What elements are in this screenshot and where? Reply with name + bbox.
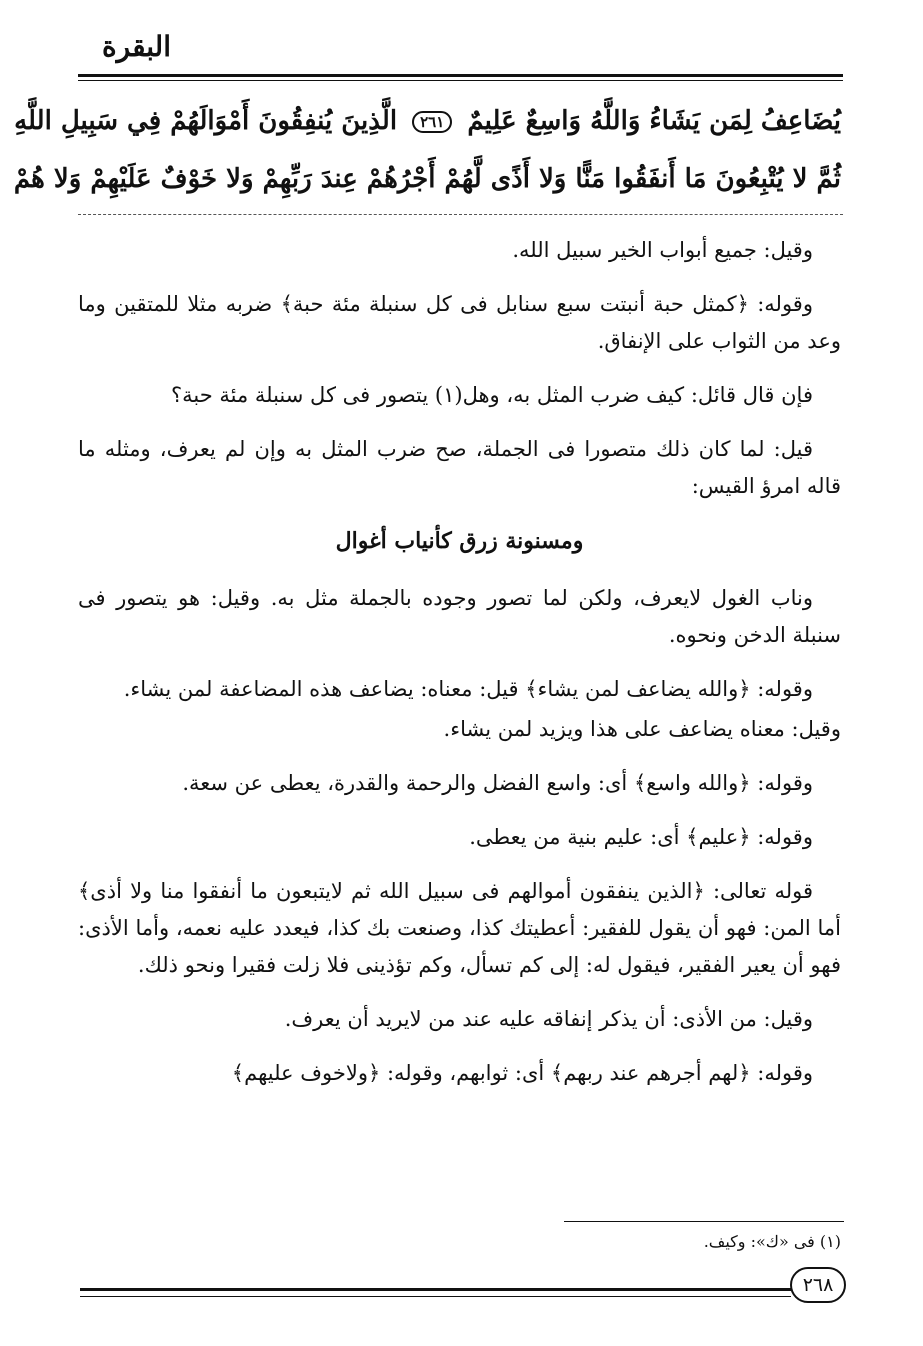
footnote-separator <box>564 1221 844 1222</box>
header-rule-thin <box>78 80 843 81</box>
paragraph: وقوله: ﴿كمثل حبة أنبتت سبع سنابل فى كل سنبلة مئة حبة﴾ ضربه مثلا للمتقين وما وعد من الثواب على الإنفاق. <box>78 292 841 353</box>
quran-line-1 <box>14 92 841 150</box>
header-rule-thick <box>78 74 843 77</box>
paragraph: وقوله: ﴿لهم أجرهم عند ربهم﴾ أى: ثوابهم، وقوله: ﴿ولاخوف عليهم﴾ <box>231 1061 813 1085</box>
paragraph: قيل: لما كان ذلك متصورا فى الجملة، صح ضرب المثل به وإن لم يعرف، ومثله ما قاله امرؤ القيس: <box>78 437 841 498</box>
ayah-number-marker: ٢٦١ <box>412 111 452 133</box>
paragraph: وقيل: معناه يضاعف على هذا ويزيد لمن يشاء. <box>443 717 841 741</box>
poetry-verse: ومسنونة زرق كأنياب أغوال <box>335 528 584 554</box>
paragraph: وقيل: جميع أبواب الخير سبيل الله. <box>512 238 813 262</box>
paragraph: وناب الغول لايعرف، ولكن لما تصور وجوده بالجملة مثل به. وقيل: هو يتصور فى سنبلة الدخن ونحوه. <box>78 586 841 647</box>
tafsir-body <box>78 232 841 1109</box>
paragraph: وقوله: ﴿عليم﴾ أى: عليم بنية من يعطى. <box>469 825 813 849</box>
footnote: (١) فى «ك»: وكيف. <box>703 1232 841 1251</box>
paragraph: قوله تعالى: ﴿الذين ينفقون أموالهم فى سبيل الله ثم لايتبعون ما أنفقوا منا ولا أذى﴾ أما المن: فهو أن يقول للفقير: أعطيتك كذا، وصنعت بك كذا، فيعدد عليه نعمه، وأما الأذى: فهو أن يعير الفقير، فيقول له: إلى كم تسأل، وكم تؤذينى فلا زلت فقيرا ونحو ذلك. <box>78 879 841 977</box>
quran-text-segment: يُضَاعِفُ لِمَن يَشَاءُ وَاللَّهُ وَاسِعٌ عَلِيمٌ <box>467 106 841 136</box>
quran-line-2: ثُمَّ لا يُتْبِعُونَ مَا أَنفَقُوا مَنًّا وَلا أَذًى لَّهُمْ أَجْرُهُمْ عِندَ رَبِّهِمْ وَلا خَوْفٌ عَلَيْهِمْ وَلا هُمْ <box>13 164 841 194</box>
quran-text-segment: الَّذِينَ يُنفِقُونَ أَمْوَالَهُمْ فِي سَبِيلِ اللَّهِ <box>14 106 398 136</box>
surah-header-title: البقرة <box>101 30 171 63</box>
paragraph: وقيل: من الأذى: أن يذكر إنفاقه عليه عند من لايريد أن يعرف. <box>284 1007 813 1031</box>
paragraph: وقوله: ﴿والله واسع﴾ أى: واسع الفضل والرحمة والقدرة، يعطى عن سعة. <box>182 771 813 795</box>
footer-rule-thick <box>80 1288 791 1291</box>
paragraph: وقوله: ﴿والله يضاعف لمن يشاء﴾ قيل: معناه: يضاعف هذه المضاعفة لمن يشاء. <box>123 677 813 701</box>
quran-verse-block <box>13 92 841 208</box>
page-number-badge: ٢٦٨ <box>790 1267 846 1303</box>
quran-separator-rule <box>78 214 843 215</box>
footer-rule-thin <box>80 1296 791 1297</box>
paragraph: فإن قال قائل: كيف ضرب المثل به، وهل(١) يتصور فى كل سنبلة مئة حبة؟ <box>170 383 813 407</box>
